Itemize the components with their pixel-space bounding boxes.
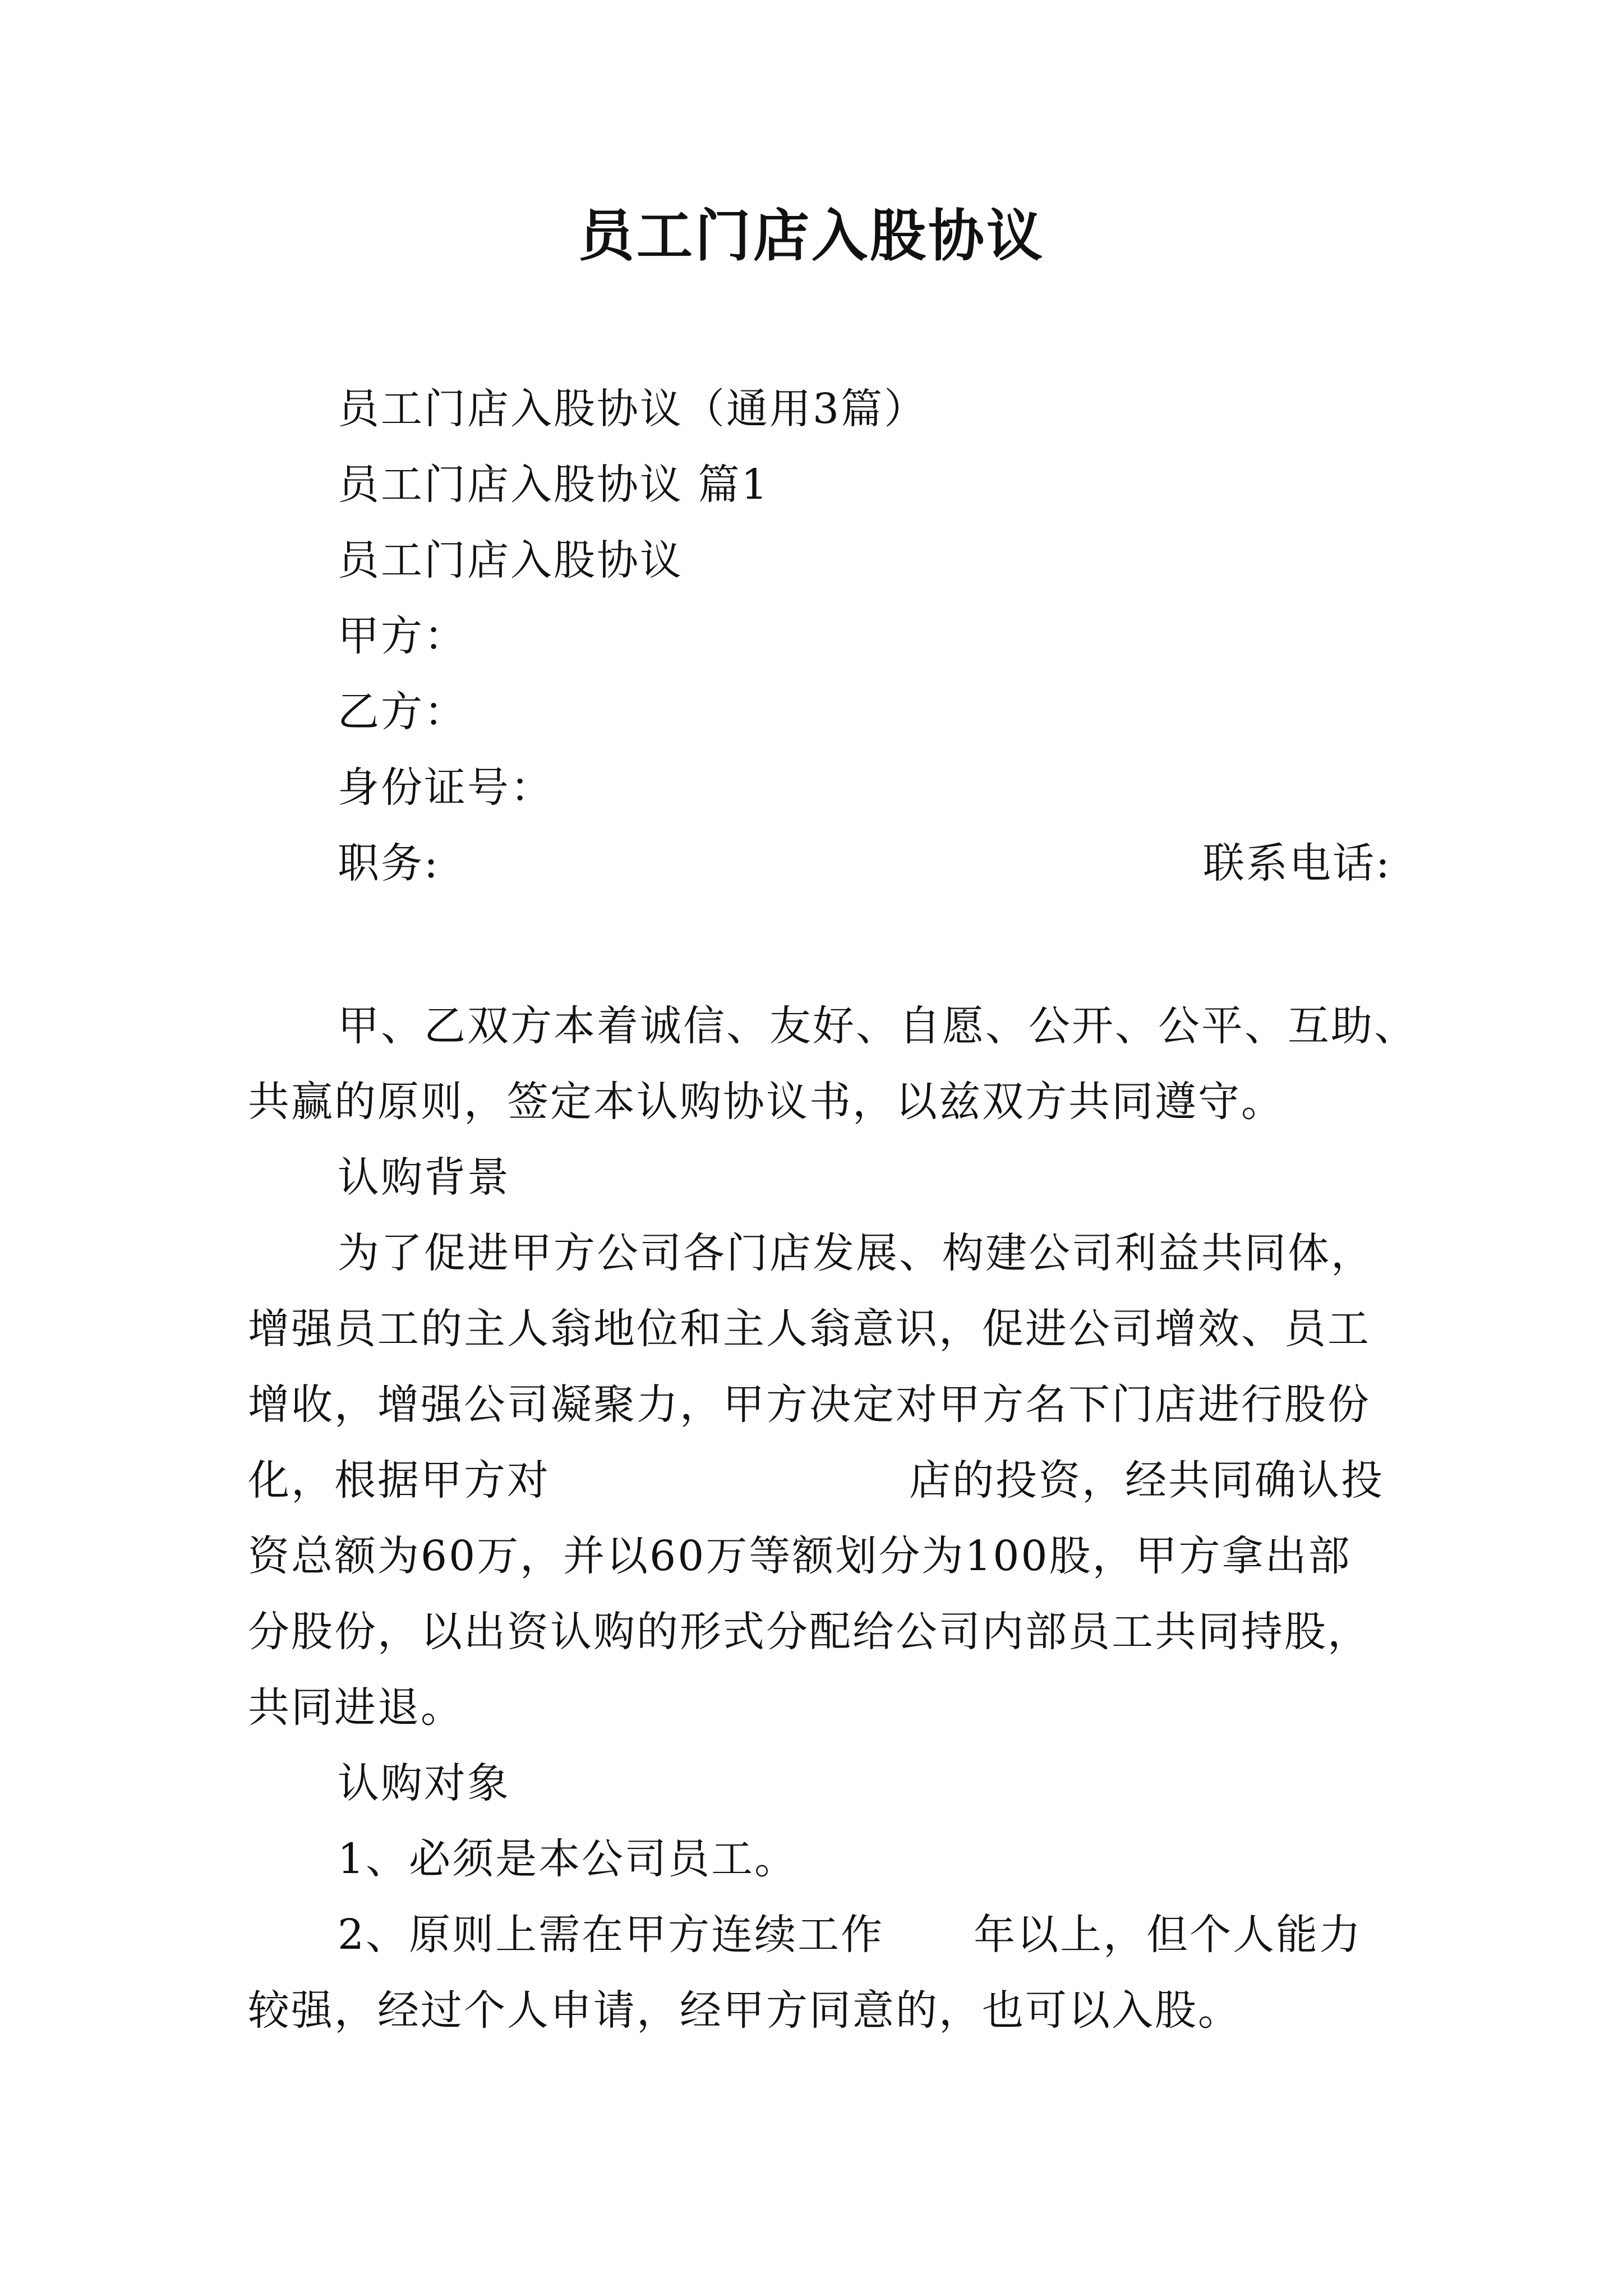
position-label: 职务: [338, 839, 440, 887]
target-item-2-cont: 较强，经过个人申请，经甲方同意的，也可以入股。 [248, 1986, 1241, 2035]
target-item-1: 1、必须是本公司员工。 [338, 1835, 798, 1883]
phone-label: 联系电话: [1203, 839, 1391, 887]
background-line-4 [248, 1454, 1386, 1507]
party-a-label: 甲方： [338, 612, 467, 660]
background-line-4-end: 店的投资，经共同确认投 [909, 1456, 1384, 1504]
background-heading: 认购背景 [338, 1153, 510, 1202]
section-heading: 员工门店入股协议 篇1 [338, 461, 769, 509]
party-b-label: 乙方： [338, 688, 467, 736]
target-item-2-start: 2、原则上需在甲方连续工作 [338, 1911, 884, 1959]
agreement-name: 员工门店入股协议 [338, 536, 683, 585]
background-line-4-start: 化，根据甲方对 [248, 1456, 550, 1504]
target-item-2 [338, 1908, 1386, 1962]
intro-line-2: 共赢的原则，签定本认购协议书，以兹双方共同遵守。 [248, 1078, 1284, 1126]
background-line-6: 分股份，以出资认购的形式分配给公司内部员工共同持股， [248, 1608, 1371, 1656]
document-title: 员工门店入股协议 [578, 203, 1045, 269]
background-line-3: 增收，增强公司凝聚力，甲方决定对甲方名下门店进行股份 [248, 1381, 1371, 1429]
target-heading: 认购对象 [338, 1759, 510, 1807]
intro-line-1: 甲、乙双方本着诚信、友好、自愿、公开、公平、互助、 [338, 1002, 1417, 1050]
subtitle-line: 员工门店入股协议（通用3篇） [338, 385, 928, 433]
id-number-label: 身份证号： [338, 763, 554, 812]
background-line-7: 共同进退。 [248, 1683, 464, 1732]
target-item-2-end: 年以上，但个人能力 [974, 1911, 1363, 1959]
background-line-1: 为了促进甲方公司各门店发展、构建公司利益共同体， [338, 1229, 1374, 1277]
background-line-5: 资总额为60万，并以60万等额划分为100股，甲方拿出部 [248, 1532, 1352, 1580]
background-line-2: 增强员工的主人翁地位和主人翁意识，促进公司增效、员工 [248, 1305, 1371, 1353]
